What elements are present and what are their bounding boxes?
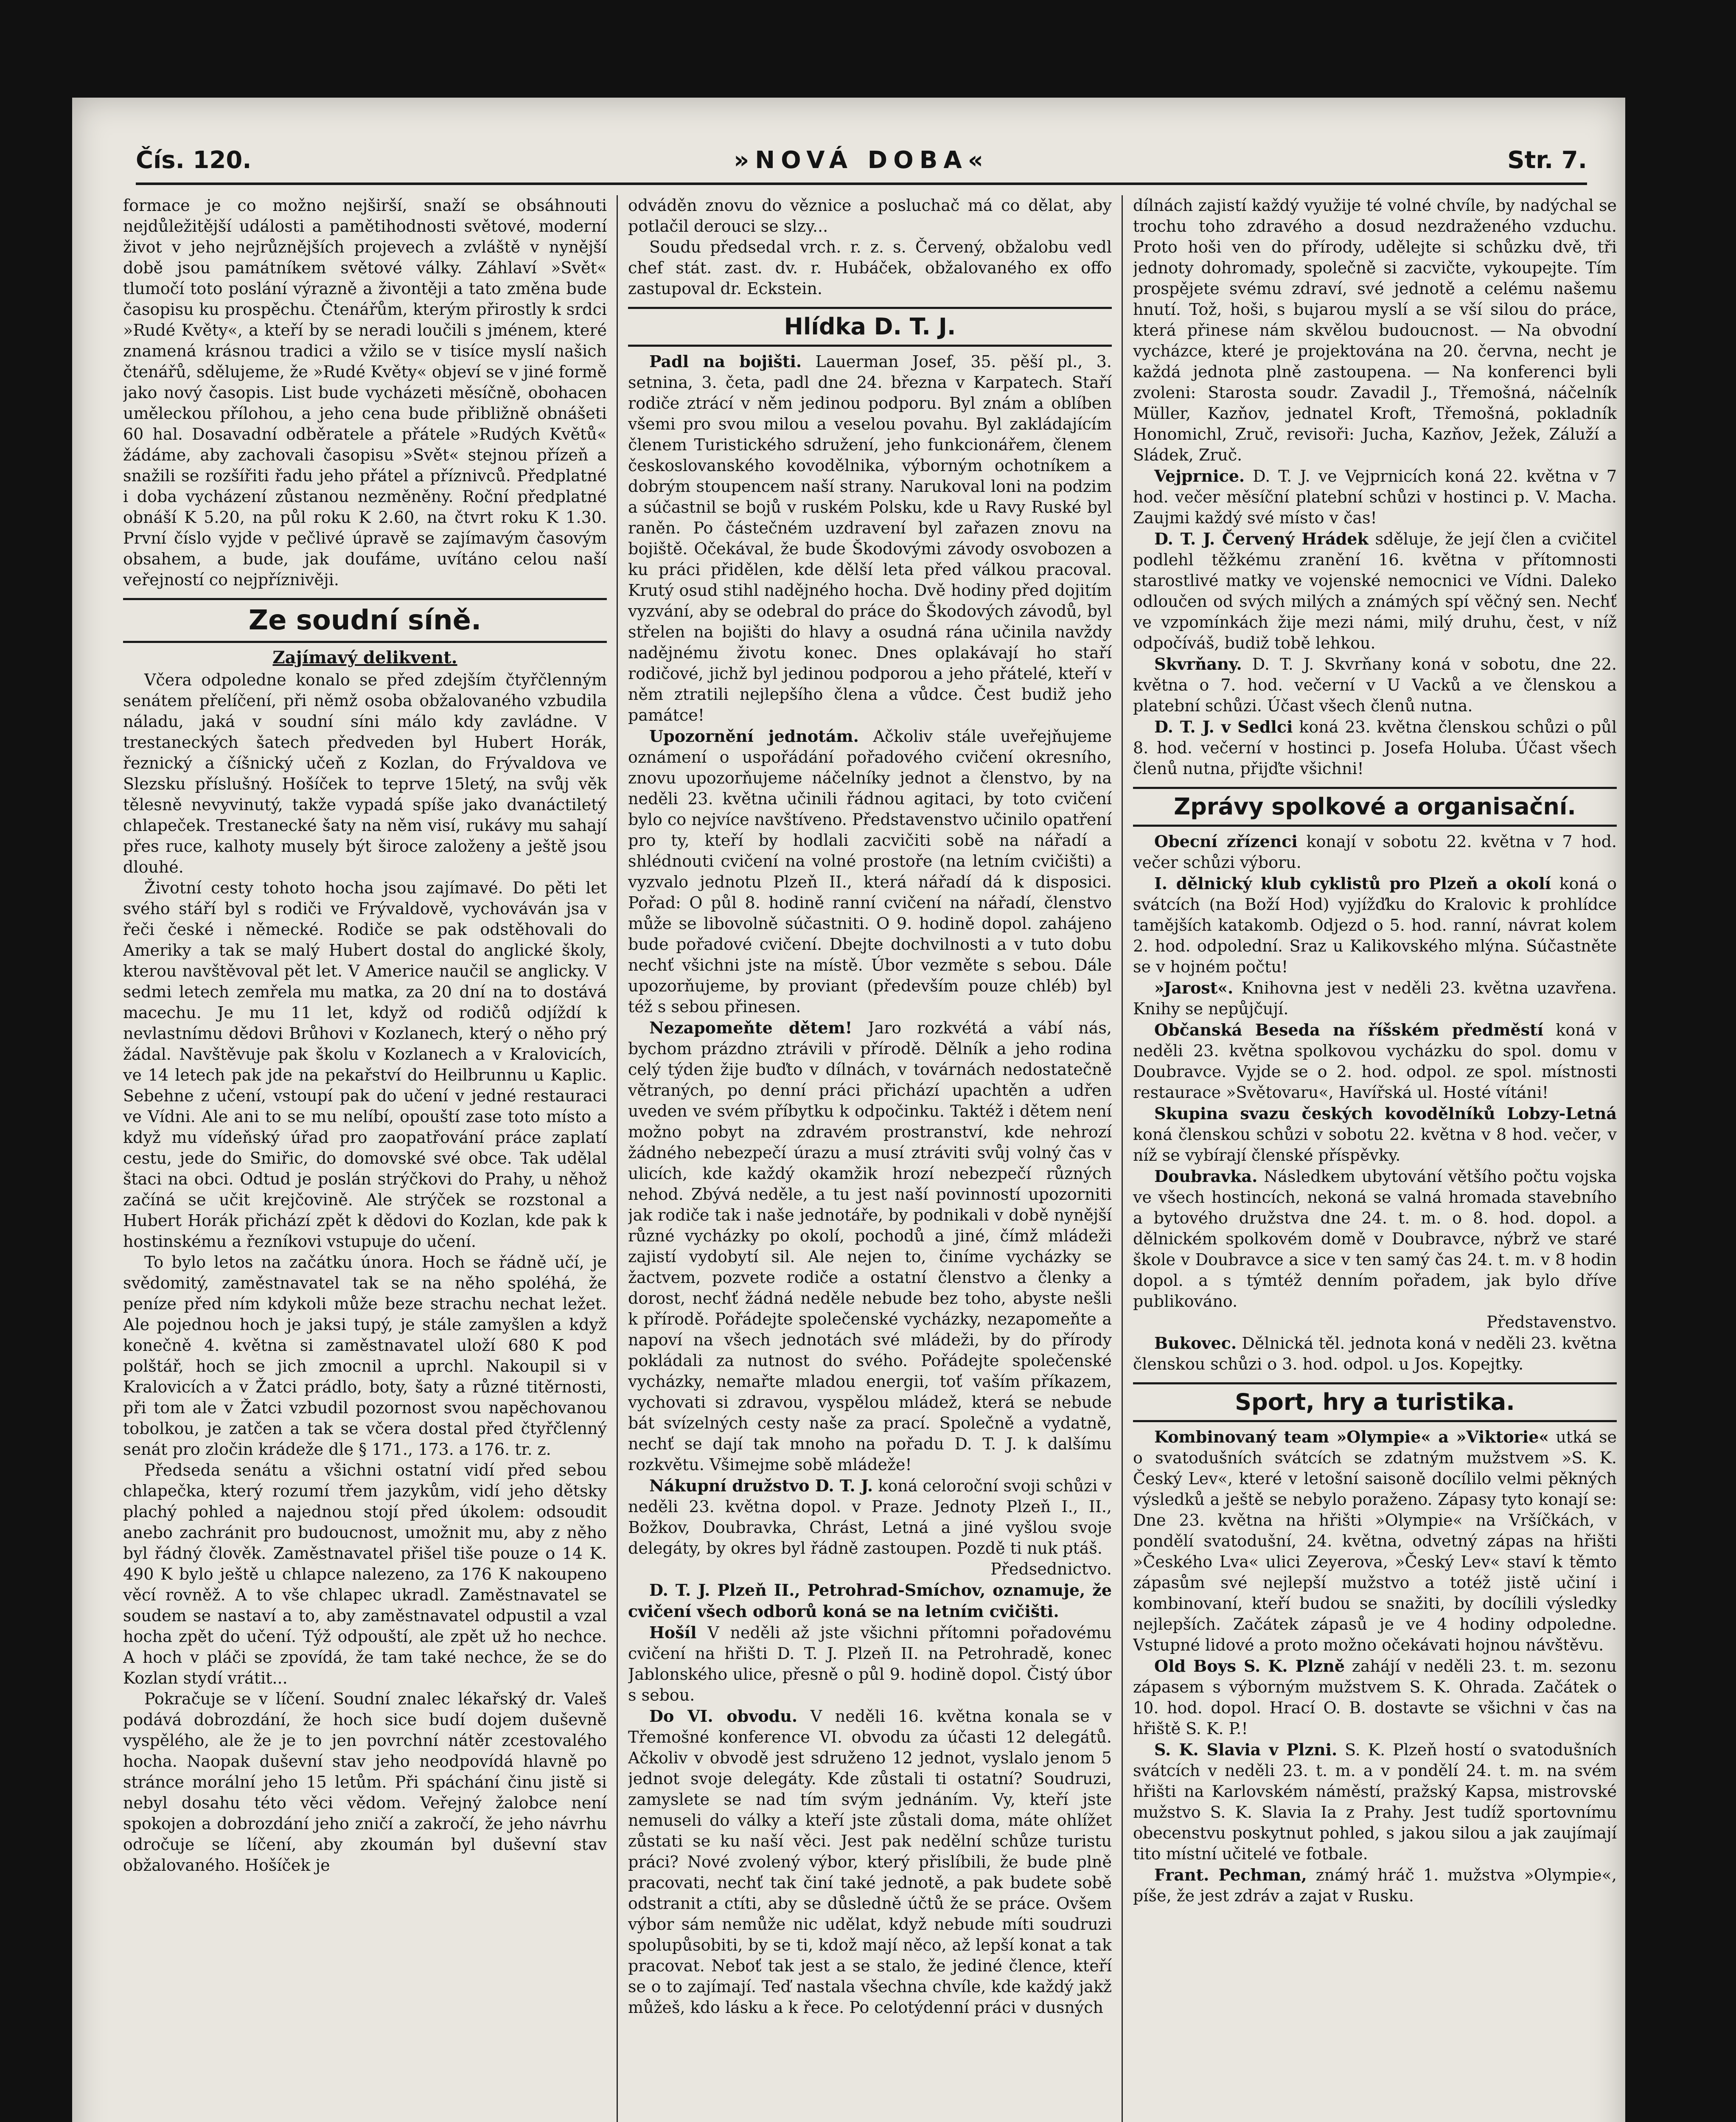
news-item-title: Hošíl xyxy=(649,1623,697,1642)
news-item-title: Kombinovaný team »Olympie« a »Viktorie« xyxy=(1154,1427,1549,1446)
newspaper-title: »NOVÁ DOBA« xyxy=(734,146,989,174)
news-item xyxy=(1133,1019,1617,1103)
news-item-title: »Jarost«. xyxy=(1154,978,1234,997)
news-item-text: Knihovna jest v neděli 23. května uzavřena. Knihy se nepůjčují. xyxy=(1133,979,1617,1018)
signature: Představenstvo. xyxy=(1486,1313,1617,1331)
news-item-text: V neděli až jste všichni přítomni pořadovému cvičení na hřišti D. T. J. Plzeň II. na Petrohradě, konec Jablonského ulice, přesně o půl 9. hodině dopol. Čistý úbor s sebou. xyxy=(628,1623,1112,1704)
news-item xyxy=(1133,1656,1617,1739)
news-item-title: Frant. Pechman, xyxy=(1154,1865,1307,1884)
issue-number: Čís. 120. xyxy=(136,146,252,174)
column-1 xyxy=(123,195,607,2122)
news-item-title: Nezapomeňte dětem! xyxy=(649,1018,853,1037)
news-item-title: Do VI. obvodu. xyxy=(649,1707,798,1726)
article-columns xyxy=(123,195,1617,2122)
news-item-text: Následkem ubytování většího počtu vojska ve všech hostincích, nekoná se valná hromada stavebního a bytového družstva dne 24. t. m. o 8. hod. dopol. a dělnickém spolkovém domě v Doubravce, nýbrž ve staré škole v Doubravce a sice v ten samý čas 24. t. m. v 8 hodin dopol. a s týmtéž denním pořadem, jak bylo dříve publikováno. xyxy=(1133,1167,1617,1311)
news-item-text: Ačkoliv stále uveřejňujeme oznámení o uspořádání pořadového cvičení okresního, znovu upozorňujeme náčelníky jednot a členstvo, by na neděli 23. května učinili řádnou agitaci, by toto cvičení bylo co nejvíce navštíveno. Představenstvo učinilo opatření pro ty, kteří by hodlali zacvičiti sobě na nářadí a shlédnouti cvičení na volné prostoře (na letním cvičišti) a vyzvalo jednotu Plzeň II., která nářadí dá k disposici. Pořad: O půl 8. hodině ranní cvičení na nářadí, členstvo může se libovolně súčastniti. O 9. hodině dopol. zahájeno bude pořadové cvičení. Dbejte dochvilnosti a v tuto dobu nechť všichni jste na místě. Úbor vezměte s sebou. Dále upozorňujeme, by proviant (především pouze chléb) byl též s sebou přinesen. xyxy=(628,727,1112,1016)
news-item xyxy=(1133,528,1617,654)
news-item xyxy=(1133,1739,1617,1864)
news-item-title: Old Boys S. K. Plzně xyxy=(1154,1656,1345,1676)
news-item-text: koná členskou schůzi v sobotu 22. května v 8 hod. večer, v níž se vybírají členské příspěvky. xyxy=(1133,1125,1617,1165)
news-item xyxy=(628,1017,1112,1475)
news-item-text: Lauerman Josef, 35. pěší pl., 3. setnina, 3. četa, padl dne 24. března v Karpatech. Staří rodiče ztrácí v něm jedinou podporu. Byl znám a oblíben všemi pro svou milou a veselou povahu. Byl zakládajícím členem Turistického sdružení, jeho funkcionářem, členem českoslovanského kovodělnika, výborným ochotníkem a dobrým stoupencem naší strany. Narukoval loni na podzim a súčastnil se bojů v ruském Polsku, kde u Ravy Ruské byl raněn. Po částečném uzdravení byl zařazen znovu na bojiště. Očekával, že bude Škodovými závody osvobozen a ku práci přidělen, kde dělší leta před válkou pracoval. Krutý osud stihl nadějného hocha. Dvě hodiny před dojitím vyzvání, aby se odebral do práce do Škodových závodů, byl střelen na bojišti do hlavy a osudná rána učinila navždy nadějnému životu konec. Dnes oplakávají ho staří rodičové, jichž byl jedinou podporou a jeho přátelé, kteří v něm ztratili nejlepšího člena a vůdce. Čest budiž jeho památce! xyxy=(628,352,1112,724)
news-item-title: D. T. J. v Sedlci xyxy=(1154,717,1293,736)
signature: Předsednictvo. xyxy=(990,1560,1112,1578)
svet-announcement: formace je co možno nejširší, snaží se obsáhnouti nejdůležitější události a pamětihodnosti světové, moderní život v jeho nejrůznějších projevech a zvláště v nynější době jsou památníkem světové války. Záhlaví »Svět« tlumočí toto poslání výrazně a živontěji a tato změna bude časopisu ku prospěchu. Čtenářům, kterým přirostly k srdci »Rudé Květy«, a kteří by se neradi loučili s jménem, které znamená krásnou tradici a vžilo se v tisíce myslí našich čtenářů, sdělujeme, že »Rudé Květy« objeví se v jiné formě jako nový časopis. List bude vycházeti měsíčně, obohacen uměleckou přílohou, a jeho cena bude přibližně obnášeti 60 hal. Dosavadní odběratele a přátele »Rudých Květů« žádáme, aby zachovali časopisu »Svět« stejnou přízeň a snažili se rozšířiti řadu jeho přátel a příznivců. Předplatné i doba vycházení zůstanou nezměněny. Roční předplatné obnáší K 5.20, na půl roku K 2.60, na čtvrt roku K 1.30. První číslo vyjde v pečlivé úpravě se zajímavým časovým obsahem, a bude, jak doufáme, uvítáno celou naší veřejností co nejpříznivěji. xyxy=(123,196,607,589)
news-item-text: koná 23. května členskou schůzi o půl 8. hod. večerní v hostinci p. Josefa Holuba. Účast všech členů nutna, přijďte všichni! xyxy=(1133,718,1617,778)
news-item-text: koná o svátcích (na Boží Hod) vyjížďku do Kralovic k prohlídce tamějších katakomb. Odjezd o 5. hod. ranní, návrat kolem 2. hod. odpolední. Sraz u Kalikovského mlýna. Súčastněte se v hojném počtu! xyxy=(1133,874,1617,976)
news-item-title: Občanská Beseda na říšském předměstí xyxy=(1154,1020,1544,1039)
news-item-title: Obecní zřízenci xyxy=(1154,832,1298,851)
news-item xyxy=(628,1622,1112,1706)
news-item-text: D. T. J. ve Vejprnicích koná 22. května v 7 hod. večer měsíční platební schůzi v hostinci p. V. Macha. Zaujmi každý své místo v čas! xyxy=(1133,467,1617,527)
news-item xyxy=(628,1706,1112,2018)
article-paragraph: Životní cesty tohoto hocha jsou zajímavé. Do pěti let svého stáří byl s rodiči ve Frývaldově, vychováván jsa v řeči české i německé. Rodiče se pak odstěhovali do Ameriky a tak se malý Hubert dostal do anglické školy, kterou navštěvoval pět let. V Americe naučil se anglicky. V sedmi letech zemřela mu matka, za 20 dní na to dostává macechu. Je mu 11 let, když od rodičů odjíždí k nevlastnímu dědovi Brůhovi v Kozlanech, který o něho prý žádal. Navštěvuje pak školu v Kozlanech a v Kralovicích, ve 14 letech pak jde na pekařství do Heilbrunnu u Kaplic. Sebehne z učení, vstoupí pak do učení v jedné restauraci ve Vídni. Ale ani to se mu nelíbí, opouští zase toto místo a když mu vídeňský úřad pro zaopatřování práce zaplatí cestu, jede do Smiřic, do domovské své obce. Tak udělal štaci na obci. Odtud je poslán strýčkovi do Prahy, u něhož začíná se učit krejčovině. Ale strýček se rozstonal a Hubert Horák přichází zpět k dědovi do Kozlan, kde pak k hostinskému a řezníkovi vstupuje do učení. xyxy=(123,879,607,1251)
news-item-text: zahájí v neděli 23. t. m. sezonu zápasem s výborným mužstvem S. K. Ohrada. Začátek o 10. hod. dopol. Hrací O. B. dostavte se všichni v čas na hřiště S. K. P.! xyxy=(1133,1657,1617,1738)
news-item xyxy=(1133,1333,1617,1375)
section-heading-dtj: Hlídka D. T. J. xyxy=(628,307,1112,347)
news-item-title: Upozornění jednotám. xyxy=(649,727,859,746)
news-item-title: Nákupní družstvo D. T. J. xyxy=(649,1476,873,1495)
news-item-title: I. dělnický klub cyklistů pro Plzeň a okolí xyxy=(1154,874,1551,893)
news-item-title: D. T. J. Plzeň II., Petrohrad-Smíchov, oznamuje, že cvičení všech odborů koná se na letním cvičišti. xyxy=(628,1580,1112,1621)
news-item-text: V neděli 16. května konala se v Třemošné konference VI. obvodu za účasti 12 delegátů. Ačkoliv v obvodě jest sdruženo 12 jednot, vyslalo jenom 5 jednot svoje delegáty. Kde zůstali ti ostatní? Soudruzi, zamyslete se nad tím svým jednáním. Vy, kteří jste nemuseli do války a kteří jste zůstali doma, máte ohlížet zůstati se ku naší věci. Jest pak nedělní schůze turistu práci? Nové zvolený výbor, který přislíbili, že bude plně pracovati, nechť tak činí také jednotě, a pak budete sobě odstranit a ctíti, aby se důsledně účtů že se práce. Ovšem výbor sám nemůže nic udělat, když nebude míti soudruzi spolupůsobiti, by se ti, kdož mají něco, až lepší konat a tak pracovat. Neboť tak jest a se stalo, že jediné člence, kteří se o to zajímají. Teď nastala všechna chvíle, kde každý jakž můžeš, kdo lásku a k řece. Po celotýdenní práci v dusných xyxy=(628,1707,1112,2017)
news-item-title: Padl na bojišti. xyxy=(649,352,802,371)
article-paragraph: Včera odpoledne konalo se před zdejším čtyřčlenným senátem přelíčení, při němž osoba obžalovaného vzbudila náladu, jaká v soudní síni málo kdy zavládne. V trestaneckých šatech předveden byl Hubert Horák, řeznický a číšnický učeň z Kozlan, do Frývaldova ve Slezsku příslušný. Hošíček to teprve 15letý, na svůj věk tělesně nevyvinutý, takže vypadá spíše jako dvanáctiletý chlapeček. Trestanecké šaty na něm visí, rukávy mu sahají přes ruce, kalhoty musely být široce založeny a ještě jsou dlouhé. xyxy=(123,671,607,876)
news-item-text: Jaro rozkvétá a vábí nás, bychom prázdno ztrávili v přírodě. Dělník a jeho rodina celý týden žije buďto v dílnách, v továrnách nedostatečně větraných, po denní práci přichází upachtěn a udřen uveden ve svém příbytku k odpočinku. Taktéž i dětem není možno pobyt na zdravém prostranství, kde nehrozí žádného nebezpečí úrazu a musí ztráviti svůj volný čas v ulicích, kde každý okamžik hrozí nebezpečí různých nehod. Zbývá neděle, a tu jest naší povinností upozorniti jak rodiče tak i naše jednotáře, by podnikali v době nynější různé vycházky po okolí, pochodů a jiné, čímž mládeži zajistí vydobytí sil. Ale nejen to, činíme vycházky se žactvem, pozvete rodiče a ostatní členstvo a členky a dorost, nechť žádná neděle nebude bez toho, abyste nešli k přírodě. Pořádejte společenské vycházky, nezapomeňte a napoví na všech jednotách své mládeži, by do přírody pokládali za nutnost do svého. Pořádejte společenské vycházky, nemařte mladou energii, toť vaším příkazem, vychovati si zdravou, vyspělou mládež, která se nebude bát svízelných cesty naše za prací. Společně a vydatně, nechť se dají tak mnoho na pořadu D. T. J. k dalšímu rozkvětu. Všimejme sobě mládeže! xyxy=(628,1019,1112,1474)
news-item-title: Doubravka. xyxy=(1154,1167,1258,1186)
news-item-text: konají v sobotu 22. května v 7 hod. večer schůzi výboru. xyxy=(1133,832,1617,872)
news-item xyxy=(1133,1166,1617,1312)
article-paragraph: Předseda senátu a všichni ostatní vidí před sebou chlapečka, který rozumí třem jazykům, vidí jeho dětsky plachý pohled a najednou stojí před úkolem: odsoudit anebo zachránit pro budoucnost, umožnit mu, aby z něho byl řádný člověk. Zaměstnavatel přišel tiše pouze o 14 K. 490 K bylo ještě u chlapce nalezeno, za 176 K nakoupeno věcí rovněž. A to vše chlapec ukradl. Zaměstnavatel se soudem se nastaví a to, aby zaměstnavatel odpustil a vzal hocha zpět do učení. Týž odpouští, ale zpět už ho nechce. A hoch v pláči se zpovídá, že tam také nechce, že se do Kozlan stydí vrátit... xyxy=(123,1461,607,1687)
news-item xyxy=(1133,1103,1617,1166)
news-item-text: koná v neděli 23. května spolkovou vycházku do spol. domu v Doubravce. Vyjde se o 2. hod. odpol. ze spol. místnosti restaurace »Světovaru«, Havířská ul. Hosté vítáni! xyxy=(1133,1021,1617,1102)
news-item-title: Vejprnice. xyxy=(1154,466,1245,486)
article-paragraph: To bylo letos na začátku února. Hoch se řádně učí, je svědomitý, zaměstnavatel tak se na něho spoléhá, že peníze před ním kdykoli může beze strachu nechat ležet. Ale pojednou hoch je jaksi tupý, je stále zamyšlen a když konečně 4. května si zaměstnavatel uloží 680 K pod polštář, hoch se jich zmocnil a uprchl. Nakoupil si v Kralovicích a v Žatci prádlo, boty, šaty a různé titěrnosti, při tom ale v Žatci vzbudil pozornost svou napěchovanou tobolkou, je zatčen a tak se včera dostal před čtyřčlenný senát pro zločin krádeže dle § 171., 173. a 176. tr. z. xyxy=(123,1253,607,1459)
news-item-text: D. T. J. Skvrňany koná v sobotu, dne 22. května o 7. hod. večerní v U Vacků a ve členskou a platební schůzi. Účast všech členů nutna. xyxy=(1133,655,1617,715)
news-item-title: Skvrňany. xyxy=(1154,654,1242,674)
news-item xyxy=(628,1475,1112,1559)
page-number: Str. 7. xyxy=(1507,146,1587,174)
column-2 xyxy=(628,195,1112,2122)
news-item-title: Bukovec. xyxy=(1154,1333,1237,1353)
article-paragraph: odváděn znovu do věznice a posluchač má co dělat, aby potlačil derouci se slzy... xyxy=(628,196,1112,236)
news-item-text: koná celoroční svoji schůzi v neděli 23. května dopol. v Praze. Jednoty Plzeň I., II., Božkov, Doubravka, Chrást, Letná a jiné vyšlou svoje delegáty, by okres byl řádně zastoupen. Pozdě ti nuk ptáš. xyxy=(628,1476,1112,1558)
news-item xyxy=(628,351,1112,726)
article-paragraph: Pokračuje se v líčení. Soudní znalec lékařský dr. Valeš podává dobrozdání, že hoch sice budí dojem duševně vyspělého, ale že je to jen povrchní nátěr zcestovalého hocha. Naopak duševní stav jeho neodpovídá hlavně po stránce morální jeho 15 letům. Při spáchání činu jistě si nebyl dosahu této věci vědom. Veřejný žalobce není spokojen a dobrozdání jeho zničí a zakročí, že jeho návrhu odročuje se líčení, aby zkoumán byl duševní stav obžalovaného. Hošíček je xyxy=(123,1690,607,1875)
column-divider xyxy=(617,195,618,2122)
news-item xyxy=(1133,977,1617,1019)
news-item-title: S. K. Slavia v Plzni. xyxy=(1154,1740,1338,1759)
article-paragraph: Soudu předsedal vrch. r. z. s. Červený, obžalobu vedl chef stát. zast. dv. r. Hubáček, obžalovaného ex offo zastupoval dr. Eckstein. xyxy=(628,238,1112,298)
news-item xyxy=(1133,654,1617,716)
section-heading-court: Ze soudní síně. xyxy=(123,598,607,643)
news-item xyxy=(628,1580,1112,1622)
section-heading-organizations: Zprávy spolkové a organisační. xyxy=(1133,787,1617,827)
news-item xyxy=(1133,466,1617,528)
masthead xyxy=(136,136,1587,185)
news-item xyxy=(1133,1864,1617,1906)
article-paragraph: dílnách zajistí každý využije té volné chvíle, by nadýchal se trochu toho zdravého a dosud nezdraženého vzduchu. Proto hoši ven do přírody, udělejte si schůzku dvě, tři jednoty dohromady, společně si zacvičte, vykoupejte. Tím prospějete svému zdraví, své jednotě a celému našemu hnutí. Tož, hoši, s bujarou myslí a se vší silou do práce, která přinese nám skvělou budoucnost. — Na obvodní vycházce, které je projektována na 20. června, necht je každá jednota plně zastoupena. — Na konferenci byli zvoleni: Starosta soudr. Zavadil J., Třemošná, náčelník Müller, Kazňov, jednatel Kroft, Třemošná, pokladník Honomichl, Zruč, revisoři: Jucha, Kazňov, Ježek, Záluží a Sládek, Zruč. xyxy=(1133,196,1617,464)
column-divider xyxy=(1122,195,1123,2122)
news-item xyxy=(1133,831,1617,873)
newspaper-page xyxy=(72,98,1625,2122)
news-item-text: Dělnická těl. jednota koná v neděli 23. května členskou schůzi o 3. hod. odpol. u Jos. Kopejtky. xyxy=(1133,1334,1617,1373)
news-item xyxy=(1133,873,1617,977)
news-item-text: sděluje, že její člen a cvičitel podlehl těžkému zranění 16. května v přítomnosti starostlivé matky ve vojenské nemocnici ve Vídni. Daleko odloučen od svých milých a známých spí věčný sen. Nechť ve vzpomínkách žije mezi námi, milý druhu, čest, v níž odpočíváš, budiž tobě lehkou. xyxy=(1133,530,1617,652)
section-heading-sport: Sport, hry a turistika. xyxy=(1133,1382,1617,1422)
column-3 xyxy=(1133,195,1617,2122)
news-item-text: S. K. Plzeň hostí o svatodušních svátcích v neděli 23. t. m. a v pondělí 24. t. m. na svém hřišti na Karlovském náměstí, pražský Kapsa, mistrovské mužstvo S. K. Slavia Ia z Prahy. Jest tudíž sportovnímu obecenstvu poskytnut pohled, s jakou silou a jak zaujímají tito místní učitelé ve fotbale. xyxy=(1133,1740,1617,1863)
news-item-title: D. T. J. Červený Hrádek xyxy=(1154,529,1369,548)
news-item-title: Skupina svazu českých kovodělníků Lobzy-Letná xyxy=(1154,1104,1617,1123)
news-item xyxy=(1133,1426,1617,1656)
news-item xyxy=(1133,716,1617,779)
news-item-text: utká se o svatodušních svátcích se zdatným mužstvem »S. K. Český Lev«, které v letošní saisoně docílilo velmi pěkných výsledků a ještě se nebylo poraženo. Zápasy tyto konají se: Dne 23. května na hřišti »Olympie« na Vršíčkách, v pondělí svatodušní, 24. května, odvetný zápas na hřišti »Českého Lva« ulici Zeyerova, »Český Lev« staví k těmto zápasům své nejlepší mužstvo a totéž jistě učiní i kombinovaní, kteří budou se snažiti, by docílili výsledky nejlepších. Začátek zápasů je ve 4 hodiny odpoledne. Vstupné lidové a proto možno očekávati hojnou návštěvu. xyxy=(1133,1428,1617,1654)
news-item xyxy=(628,726,1112,1017)
article-subheading: Zajímavý delikvent. xyxy=(272,648,457,668)
news-item-text: známý hráč 1. mužstva »Olympie«, píše, že jest zdráv a zajat v Rusku. xyxy=(1133,1866,1617,1905)
